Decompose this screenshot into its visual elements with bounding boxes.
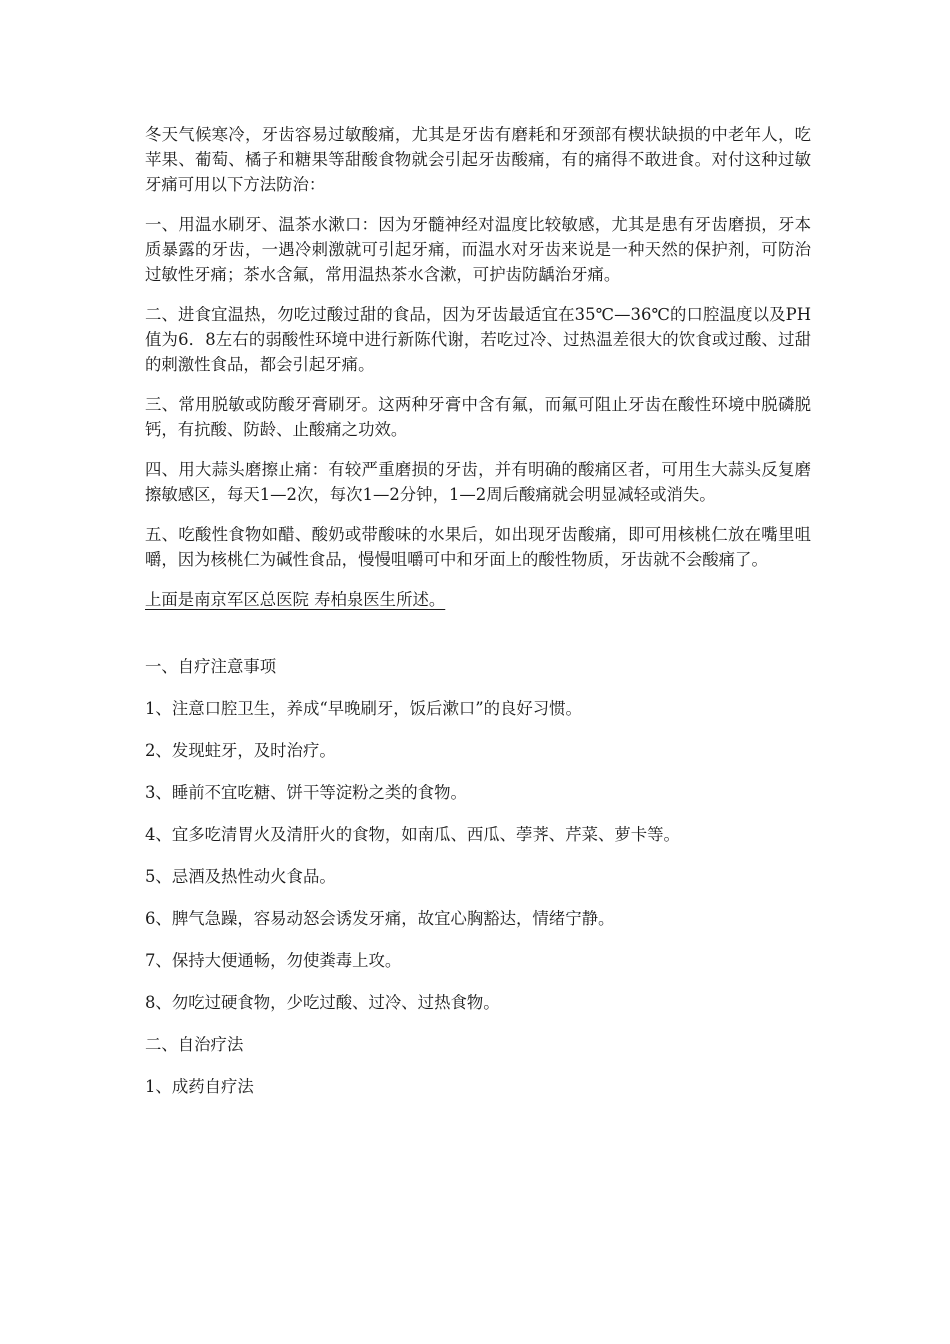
section-spacer: [145, 627, 811, 654]
source-line-wrapper: [145, 587, 811, 627]
self-treatment-item-1: 1、成药自疗法: [145, 1077, 254, 1096]
method-5-paragraph: 五、吃酸性食物如醋、酸奶或带酸味的水果后，如出现牙齿酸痛，即可用核桃仁放在嘴里咀嚼，因为核桃仁为碱性食品，慢慢咀嚼可中和牙面上的酸性物质，牙齿就不会酸痛了。: [145, 525, 811, 569]
source-attribution: 上面是南京军区总医院 寿柏泉医生所述。: [145, 590, 446, 609]
method-2-paragraph: 二、进食宜温热，勿吃过酸过甜的食品，因为牙齿最适宜在35℃—36℃的口腔温度以及PH值为6．8左右的弱酸性环境中进行新陈代谢，若吃过冷、过热温差很大的饮食或过酸、过甜的刺激性食品，都会引起牙痛。: [145, 305, 811, 374]
self-care-item-7: 7、保持大便通畅，勿使粪毒上攻。: [145, 951, 402, 970]
self-care-item-1: 1、注意口腔卫生，养成“早晚刷牙，饭后漱口”的良好习惯。: [145, 699, 582, 718]
method-1-paragraph: 一、用温水刷牙、温茶水漱口：因为牙髓神经对温度比较敏感，尤其是患有牙齿磨损，牙本质暴露的牙齿，一遇冷刺激就可引起牙痛，而温水对牙齿来说是一种天然的保护剂，可防治过敏性牙痛；茶水含氟，常用温热茶水含漱，可护齿防龋治牙痛。: [145, 215, 811, 284]
self-care-item-2: 2、发现蛀牙，及时治疗。: [145, 741, 336, 760]
self-care-heading: 一、自疗注意事项: [145, 657, 277, 676]
self-care-item-5: 5、忌酒及热性动火食品。: [145, 867, 336, 886]
self-care-item-6: 6、脾气急躁，容易动怒会诱发牙痛，故宜心胸豁达，情绪宁静。: [145, 909, 615, 928]
intro-paragraph: 冬天气候寒冷，牙齿容易过敏酸痛，尤其是牙齿有磨耗和牙颈部有楔状缺损的中老年人，吃苹果、葡萄、橘子和糖果等甜酸食物就会引起牙齿酸痛，有的痛得不敢进食。对付这种过敏牙痛可用以下方法防治：: [145, 125, 811, 194]
document-page: [145, 122, 811, 1116]
self-care-item-8: 8、勿吃过硬食物，少吃过酸、过冷、过热食物。: [145, 993, 500, 1012]
self-care-item-4: 4、宜多吃清胃火及清肝火的食物，如南瓜、西瓜、荸荠、芹菜、萝卡等。: [145, 825, 680, 844]
method-3-paragraph: 三、常用脱敏或防酸牙膏刷牙。这两种牙膏中含有氟，而氟可阻止牙齿在酸性环境中脱磷脱钙，有抗酸、防龄、止酸痛之功效。: [145, 395, 811, 439]
method-4-paragraph: 四、用大蒜头磨擦止痛：有较严重磨损的牙齿，并有明确的酸痛区者，可用生大蒜头反复磨擦敏感区，每天1—2次，每次1—2分钟，1—2周后酸痛就会明显减轻或消失。: [145, 460, 811, 504]
self-care-item-3: 3、睡前不宜吃糖、饼干等淀粉之类的食物。: [145, 783, 467, 802]
self-treatment-heading: 二、自治疗法: [145, 1035, 244, 1054]
